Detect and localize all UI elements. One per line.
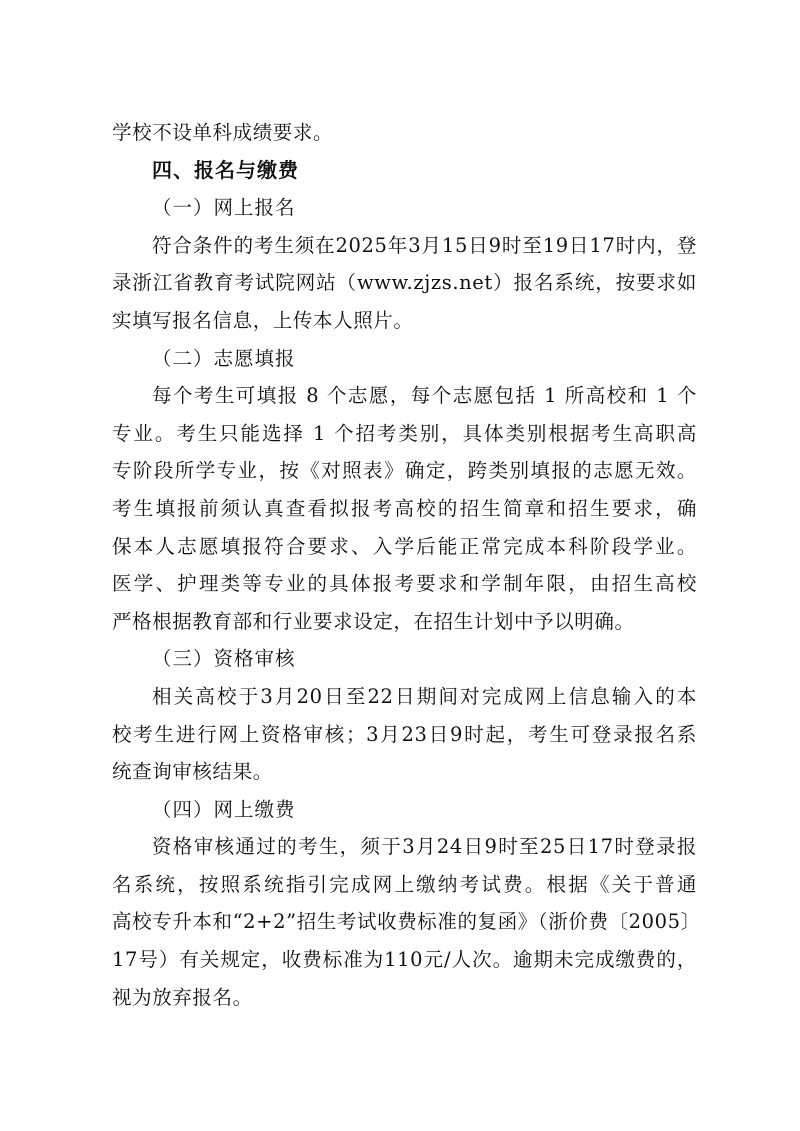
subsection-heading-qualification-review: （三）资格审核	[152, 647, 296, 671]
subsection-heading-online-registration: （一）网上报名	[152, 196, 296, 220]
section-heading-registration-fee: 四、报名与缴费	[152, 157, 299, 182]
paragraph-line: 专业。考生只能选择 1 个招考类别，具体类别根据考生高职高	[112, 421, 697, 445]
subsection-heading-preference-filling: （二）志愿填报	[152, 346, 296, 370]
paragraph-line: 视为放弃报名。	[112, 985, 253, 1009]
paragraph-line: 保本人志愿填报符合要求、入学后能正常完成本科阶段学业。	[112, 534, 697, 558]
paragraph-line: 严格根据教育部和行业要求设定，在招生计划中予以明确。	[112, 609, 635, 633]
paragraph-line: 17号）有关规定，收费标准为110元/人次。逾期未完成缴费的，	[112, 948, 697, 972]
subsection-heading-online-payment: （四）网上缴费	[152, 797, 296, 821]
paragraph-line: 考生填报前须认真查看拟报考高校的招生简章和招生要求，确	[112, 496, 697, 520]
paragraph-line: 校考生进行网上资格审核；3月23日9时起，考生可登录报名系	[112, 722, 697, 746]
paragraph-line: 资格审核通过的考生，须于3月24日9时至25日17时登录报	[152, 835, 697, 859]
paragraph-line: 每个考生可填报 8 个志愿，每个志愿包括 1 所高校和 1 个	[152, 384, 697, 408]
paragraph-line: 名系统，按照系统指引完成网上缴纳考试费。根据《关于普通	[112, 872, 697, 896]
paragraph-line: 专阶段所学专业，按《对照表》确定，跨类别填报的志愿无效。	[112, 459, 697, 483]
paragraph-line: 实填写报名信息，上传本人照片。	[112, 308, 414, 332]
paragraph-line: 符合条件的考生须在2025年3月15日9时至19日17时内，登	[152, 233, 697, 257]
paragraph-line: 统查询审核结果。	[112, 760, 273, 784]
paragraph-line: 医学、护理类等专业的具体报考要求和学制年限，由招生高校	[112, 572, 697, 596]
document-body	[112, 114, 701, 1016]
paragraph-line: 录浙江省教育考试院网站（www.zjzs.net）报名系统，按要求如	[112, 271, 697, 295]
paragraph-line: 高校专升本和“2+2”招生考试收费标准的复函》（浙价费〔2005〕	[112, 910, 701, 934]
paragraph-line: 学校不设单科成绩要求。	[112, 121, 334, 144]
paragraph-line: 相关高校于3月20日至22日期间对完成网上信息输入的本	[152, 684, 697, 708]
